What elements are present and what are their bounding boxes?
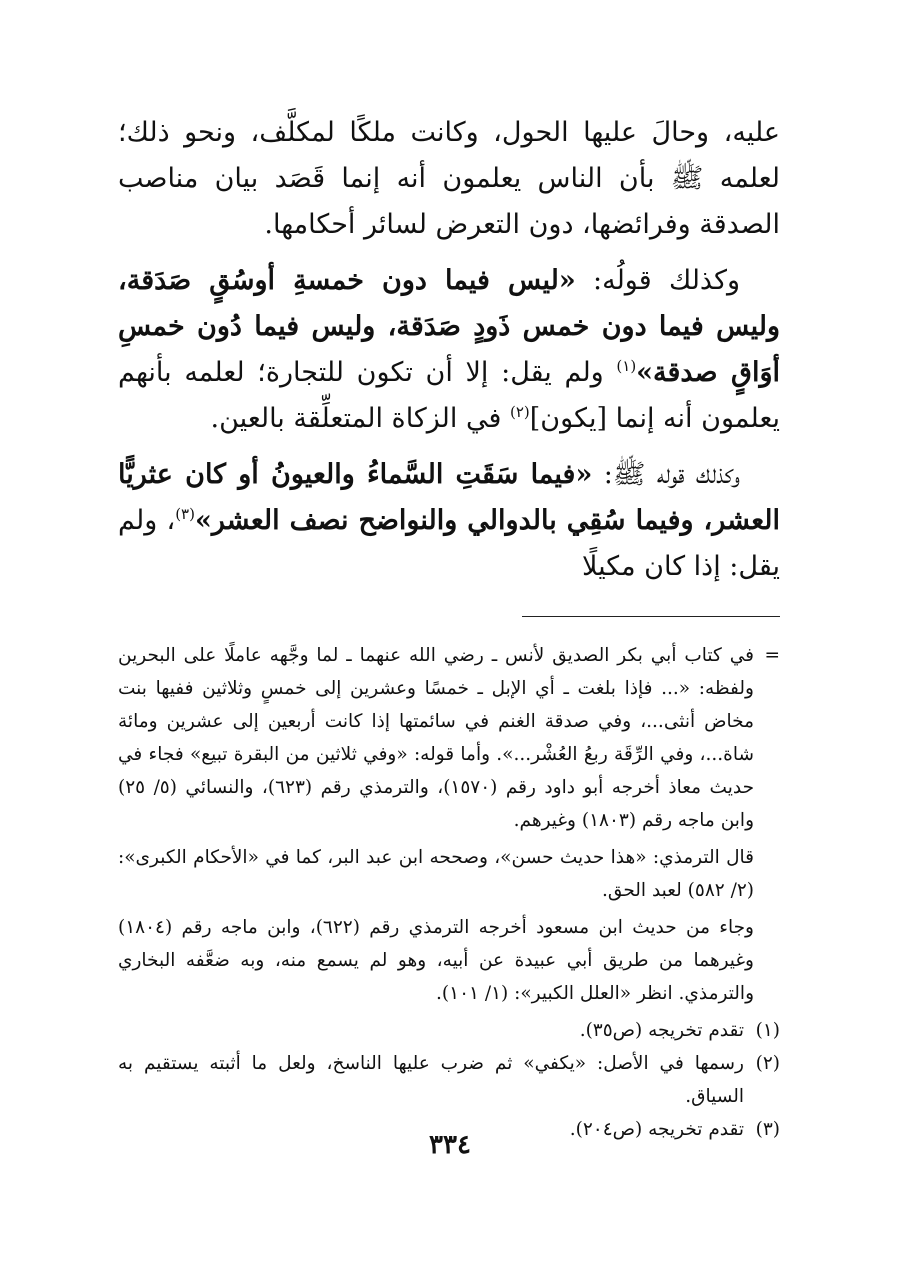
hadith-quote-1: «ليس فيما دون خمسةِ أوسُقٍ صَدَقة، وليس فيما دون خمس ذَودٍ صَدَقة، وليس فيما دُون خمسِ أوَاقٍ صدقة» [118, 265, 780, 388]
body-paragraph-2 [118, 258, 780, 442]
paragraph-2-intro: وكذلك قولُه: [575, 265, 740, 296]
footnote-continuation-text-1: في كتاب أبي بكر الصديق لأنس ـ رضي الله عنهما ـ لما وجَّهه عاملًا على البحرين ولفظه: «... فإذا بلغت ـ أي الإبل ـ خمسًا وعشرين إلى خمسٍ وثلاثين ففيها بنت مخاض أنثى...، وفي صدقة الغنم في سائمتها إذا كانت أربعين إلى عشرين ومائة شاة...، وفي الرِّقَة ربعُ العُشْر...». وأما قوله: «وفي ثلاثين من البقرة تبيع» فجاء في حديث معاذ أخرجه أبو داود رقم (١٥٧٠)، والترمذي رقم (٦٢٣)، والنسائي (٥/ ٢٥) وابن ماجه رقم (١٨٠٣) وغيرهم. [118, 645, 754, 831]
footnote-text: تقدم تخريجه (ص٢٠٤). [569, 1119, 744, 1140]
paragraph-3-intro: وكذلك قوله ﷺ: [592, 459, 740, 490]
footnote-ref-1[interactable]: (١) [616, 357, 637, 375]
footnote-continuation [118, 639, 780, 837]
hadith-quote-2: «فيما سَقَتِ السَّماءُ والعيونُ أو كان عثريًّا العشر، وفيما سُقِي بالدوالي والنواضح نصف العشر» [118, 459, 781, 536]
footnote-separator [522, 616, 780, 617]
body-paragraph-1: عليه، وحالَ عليها الحول، وكانت ملكًا لمكلَّف، ونحو ذلك؛ لعلمه ﷺ بأن الناس يعلمون أنه إنما قَصَد بيان مناصب الصدقة وفرائضها، دون التعرض لسائر أحكامها. [118, 117, 780, 240]
continuation-mark: = [764, 645, 780, 666]
footnote-ref-2[interactable]: (٢) [509, 403, 530, 421]
page-content [118, 110, 780, 1146]
footnote-ref-3[interactable]: (٣) [175, 505, 195, 523]
footnote-text: رسمها في الأصل: «يكفي» ثم ضرب عليها الناسخ، ولعل ما أثبته يستقيم به السياق. [118, 1053, 744, 1107]
footnote-text: تقدم تخريجه (ص٣٥). [579, 1020, 744, 1041]
footnote-2 [118, 1047, 780, 1113]
footnote-number: (٣) [755, 1119, 780, 1140]
footnote-continuation-text-3: وجاء من حديث ابن مسعود أخرجه الترمذي رقم (٦٢٢)، وابن ماجه رقم (١٨٠٤) وغيرهما من طريق أبي عبيدة عن أبيه، وهو لم يسمع منه، وبه ضعَّفه البخاري والترمذي. انظر «العلل الكبير»: (١/ ١٠١). [118, 917, 754, 1004]
body-paragraph-3 [118, 452, 780, 590]
footnote-continuation-text-2: قال الترمذي: «هذا حديث حسن»، وصححه ابن عبد البر، كما في «الأحكام الكبرى»: (٢/ ٥٨٢) لعبد الحق. [118, 847, 754, 901]
footnote-1 [118, 1014, 780, 1047]
footnote-number: (٢) [755, 1053, 780, 1074]
paragraph-3-end: ، ولم يقل: إذا كان مكيلًا [118, 505, 780, 582]
footnote-number: (١) [755, 1020, 780, 1041]
paragraph-2-middle: ولم يقل: إلا أن تكون للتجارة؛ لعلمه بأنهم يعلمون أنه إنما [يكون] [118, 357, 780, 434]
paragraph-2-end: في الزكاة المتعلِّقة بالعين. [210, 403, 510, 434]
page-number: ٣٣٤ [429, 1130, 471, 1160]
